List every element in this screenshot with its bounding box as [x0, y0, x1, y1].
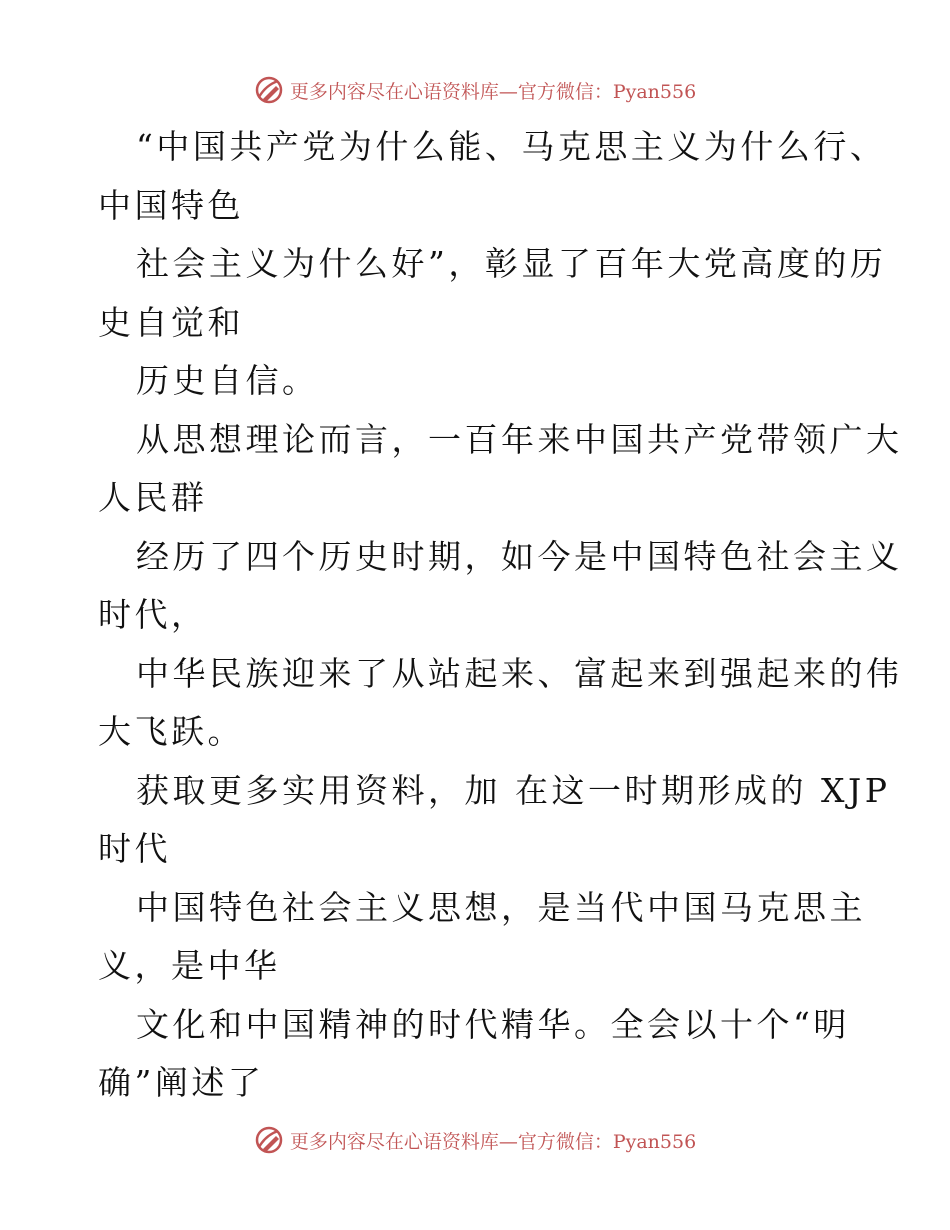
body-line: 史自觉和 — [98, 302, 244, 342]
body-line: 中华民族迎来了从站起来、富起来到强起来的伟 — [136, 653, 903, 693]
body-line: 文化和中国精神的时代精华。全会以十个“明 — [136, 1004, 850, 1044]
body-line: 义，是中华 — [98, 946, 281, 985]
document-body — [98, 118, 903, 1113]
body-line: 历史自信。 — [136, 361, 319, 400]
body-line: 时代， — [98, 595, 208, 634]
red-pen-seal-icon — [254, 1125, 284, 1155]
body-line: “中国共产党为什么能、马克思主义为什么行、 — [136, 127, 887, 166]
body-line: 人民群 — [98, 478, 208, 517]
header-banner-text: 更多内容尽在心语资料库—官方微信：Pyan556 — [289, 80, 697, 103]
footer-banner — [0, 1120, 950, 1160]
header-banner — [0, 70, 950, 110]
body-line: 从思想理论而言，一百年来中国共产党带领广大 — [136, 419, 903, 459]
body-line: 中国特色 — [98, 185, 244, 225]
body-line: 时代 — [98, 829, 171, 868]
body-line: 经历了四个历史时期，如今是中国特色社会主义 — [136, 536, 903, 576]
footer-banner-text: 更多内容尽在心语资料库—官方微信：Pyan556 — [289, 1130, 697, 1153]
body-line: 社会主义为什么好”，彰显了百年大党高度的历 — [136, 244, 887, 283]
body-line: 中国特色社会主义思想，是当代中国马克思主 — [136, 887, 866, 927]
body-line: 确”阐述了 — [98, 1063, 265, 1102]
body-line: 获取更多实用资料，加 在这一时期形成的 XJP — [136, 770, 891, 810]
red-pen-seal-icon — [254, 75, 284, 105]
body-line: 大飞跃。 — [98, 712, 244, 751]
